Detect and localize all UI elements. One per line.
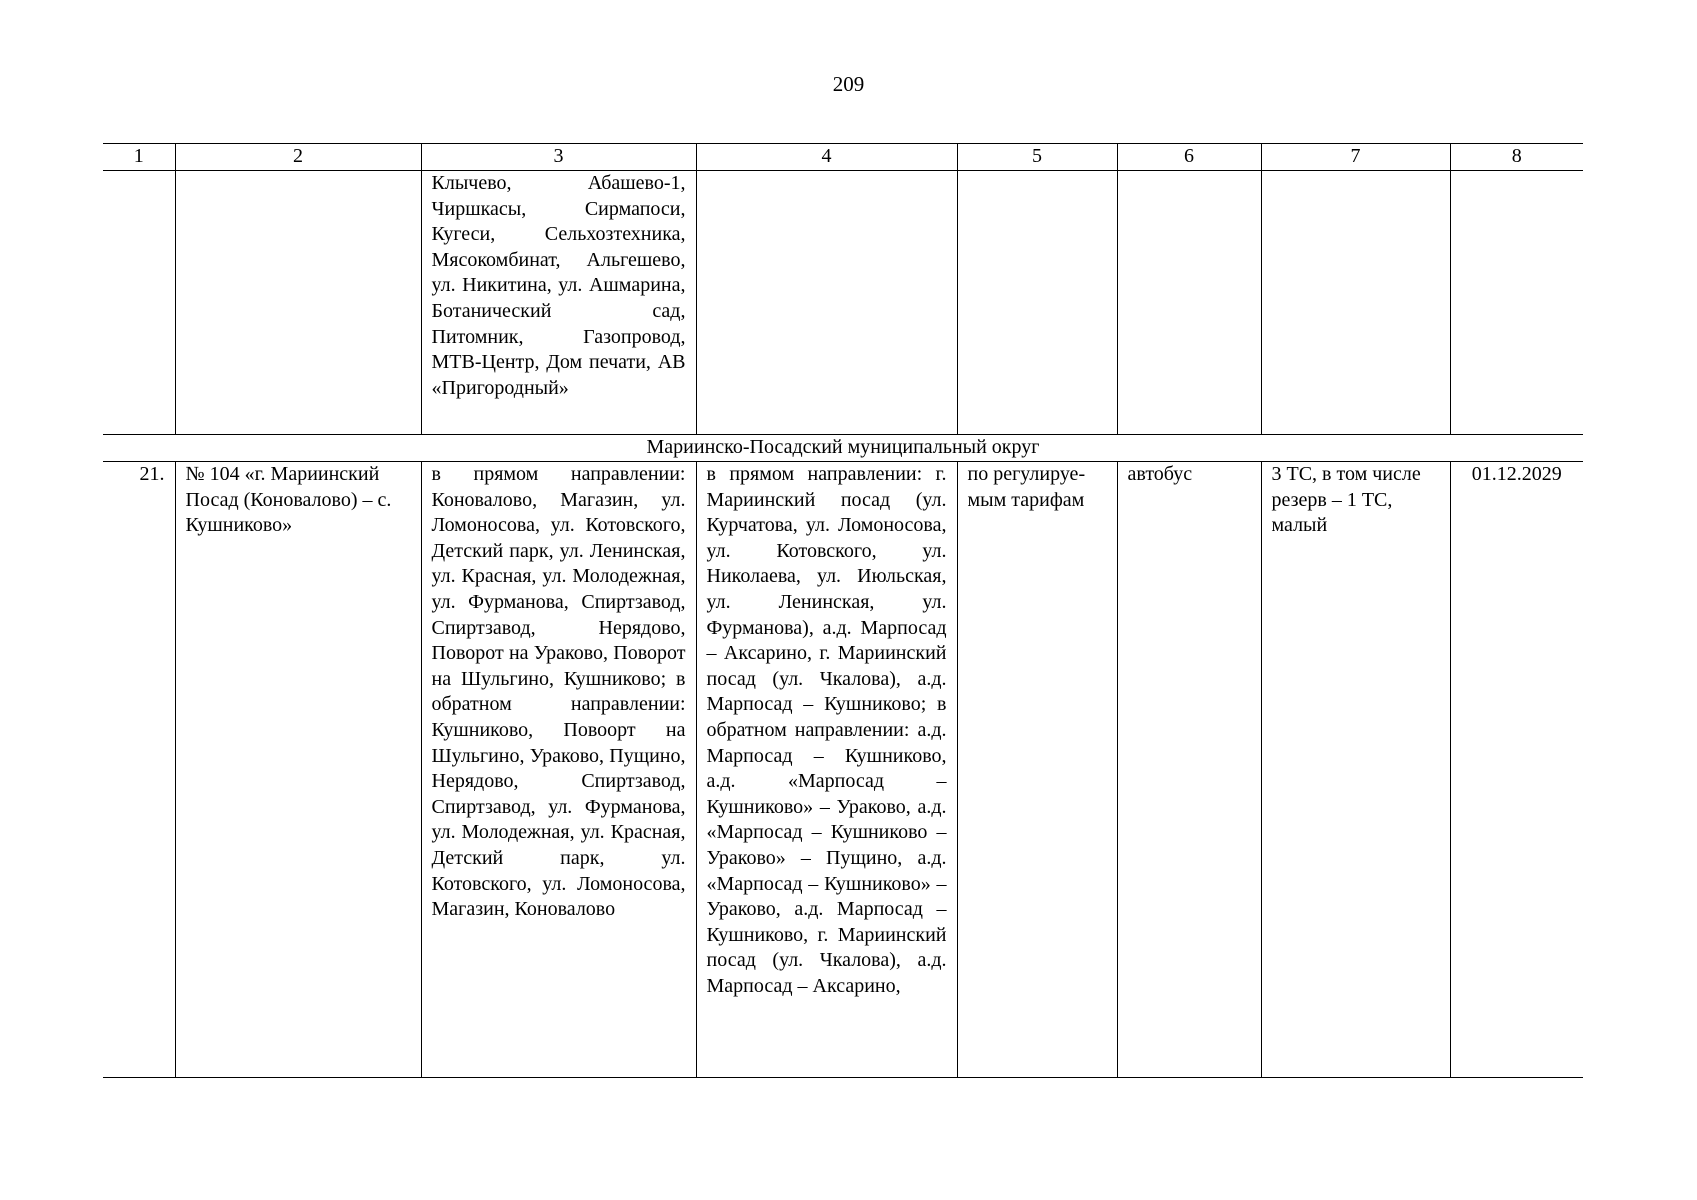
continuation-row — [103, 171, 1583, 435]
cont-cell-vehicle-type — [1117, 171, 1261, 435]
route-date: 01.12.2029 — [1450, 462, 1583, 1078]
cont-cell-vehicles — [1261, 171, 1450, 435]
col-header-4: 4 — [696, 144, 957, 171]
col-header-6: 6 — [1117, 144, 1261, 171]
cont-cell-streets — [696, 171, 957, 435]
route-number: 21. — [103, 462, 175, 1078]
routes-table — [103, 143, 1583, 1078]
col-header-8: 8 — [1450, 144, 1583, 171]
route-vehicles: 3 ТС, в том числе резерв – 1 ТС, малый — [1261, 462, 1450, 1078]
header-row — [103, 144, 1583, 171]
route-vehicle-type: автобус — [1117, 462, 1261, 1078]
col-header-7: 7 — [1261, 144, 1450, 171]
table-row — [103, 462, 1583, 1078]
col-header-2: 2 — [175, 144, 421, 171]
page-number: 209 — [832, 72, 865, 96]
cont-cell-name — [175, 171, 421, 435]
cont-cell-tariff — [957, 171, 1117, 435]
cont-cell-date — [1450, 171, 1583, 435]
route-streets: в прямом направлении: г. Мариинский посад (ул. Курчатова, ул. Ломоносова, ул. Котовского, ул. Николаева, ул. Июльская, ул. Ленинская, ул. Фурманова), а.д. Марпосад – Аксарино, г. Мариинский посад (ул. Чкалова), а.д. Марпосад – Кушниково; в обратном направлении: а.д. Марпосад – Кушниково, а.д. «Марпосад – Кушниково» – Ураково, а.д. «Марпосад – Кушниково – Ураково» – Пущино, а.д. «Марпосад – Кушниково» – Ураково, а.д. Марпосад – Кушниково, г. Мариинский посад (ул. Чкалова), а.д. Марпосад – Аксарино, — [696, 462, 957, 1078]
section-title: Мариинско-Посадский муниципальный округ — [103, 435, 1583, 462]
col-header-1: 1 — [103, 144, 175, 171]
col-header-3: 3 — [421, 144, 696, 171]
section-row — [103, 435, 1583, 462]
route-tariff: по регулируемым тарифам — [957, 462, 1117, 1078]
cont-cell-number — [103, 171, 175, 435]
route-name: № 104 «г. Мариинский Посад (Коновалово) – с. Кушниково» — [175, 462, 421, 1078]
route-stops: в прямом направлении: Коновалово, Магазин, ул. Ломоносова, ул. Котовского, Детский парк, ул. Ленинская, ул. Красная, ул. Молодежная, ул. Фурманова, Спиртзавод, Спиртзавод, Нерядово, Поворот на Ураково, Поворот на Шульгино, Кушниково; в обратном направлении: Кушниково, Повоорт на Шульгино, Ураково, Пущино, Нерядово, Спиртзавод, Спиртзавод, ул. Фурманова, ул. Молодежная, ул. Красная, Детский парк, ул. Котовского, ул. Ломоносова, Магазин, Коновалово — [421, 462, 696, 1078]
col-header-5: 5 — [957, 144, 1117, 171]
cont-cell-stops: Клычево, Абашево-1, Чиршкасы, Сирмапоси, Кугеси, Сельхозтехника, Мясокомбинат, Альгешево, ул. Никитина, ул. Ашмарина, Ботанический сад, Питомник, Газопровод, МТВ-Центр, Дом печати, АВ «Пригородный» — [421, 171, 696, 435]
